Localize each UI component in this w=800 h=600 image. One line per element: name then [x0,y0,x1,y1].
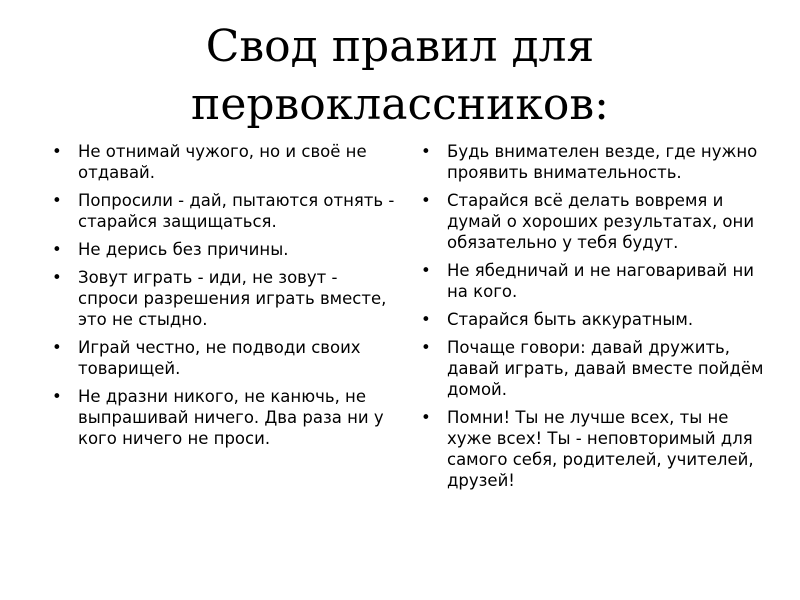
bullet-icon: • [421,142,431,161]
list-item [421,309,771,330]
list-item [421,260,771,302]
rule-text: Не ябедничай и не наговаривай ни на кого. [447,261,754,301]
list-item [52,267,397,330]
bullet-icon: • [52,240,62,259]
right-rules-list [421,141,771,498]
rule-text: Будь внимателен везде, где нужно проявить внимательность. [447,142,758,182]
slide-title-line-1: Свод правил для [205,21,595,72]
rule-text: Не дразни никого, не канючь, не выпрашивай ничего. Два раза ни у кого ничего не проси. [78,387,384,448]
rule-text: Старайся быть аккуратным. [447,310,694,329]
left-rules-list [52,141,397,456]
rule-text: Зовут играть - иди, не зовут - спроси разрешения играть вместе, это не стыдно. [78,268,387,329]
list-item [421,407,771,491]
rule-text: Не отнимай чужого, но и своё не отдавай. [78,142,367,182]
list-item [52,190,397,232]
bullet-icon: • [52,268,62,287]
slide-title [40,18,760,134]
rule-text: Играй честно, не подводи своих товарищей. [78,338,361,378]
rule-text: Не дерись без причины. [78,240,289,259]
bullet-icon: • [421,408,431,427]
list-item [52,386,397,449]
list-item [421,337,771,400]
bullet-icon: • [52,191,62,210]
list-item [52,239,397,260]
rule-text: Помни! Ты не лучше всех, ты не хуже всех! Ты - неповторимый для самого себя, родителей, учителей, друзей! [447,408,754,490]
rule-text: Почаще говори: давай дружить, давай играть, давай вместе пойдём домой. [447,338,764,399]
rule-text: Старайся всё делать вовремя и думай о хороших результатах, они обязательно у тебя будут. [447,191,755,252]
slide-title-line-2: первоклассников: [191,79,609,130]
list-item [421,141,771,183]
bullet-icon: • [52,142,62,161]
bullet-icon: • [52,387,62,406]
bullet-icon: • [421,191,431,210]
rule-text: Попросили - дай, пытаются отнять - старайся защищаться. [78,191,395,231]
bullet-icon: • [421,261,431,280]
list-item [52,337,397,379]
bullet-icon: • [421,310,431,329]
bullet-icon: • [52,338,62,357]
bullet-icon: • [421,338,431,357]
list-item [52,141,397,183]
list-item [421,190,771,253]
